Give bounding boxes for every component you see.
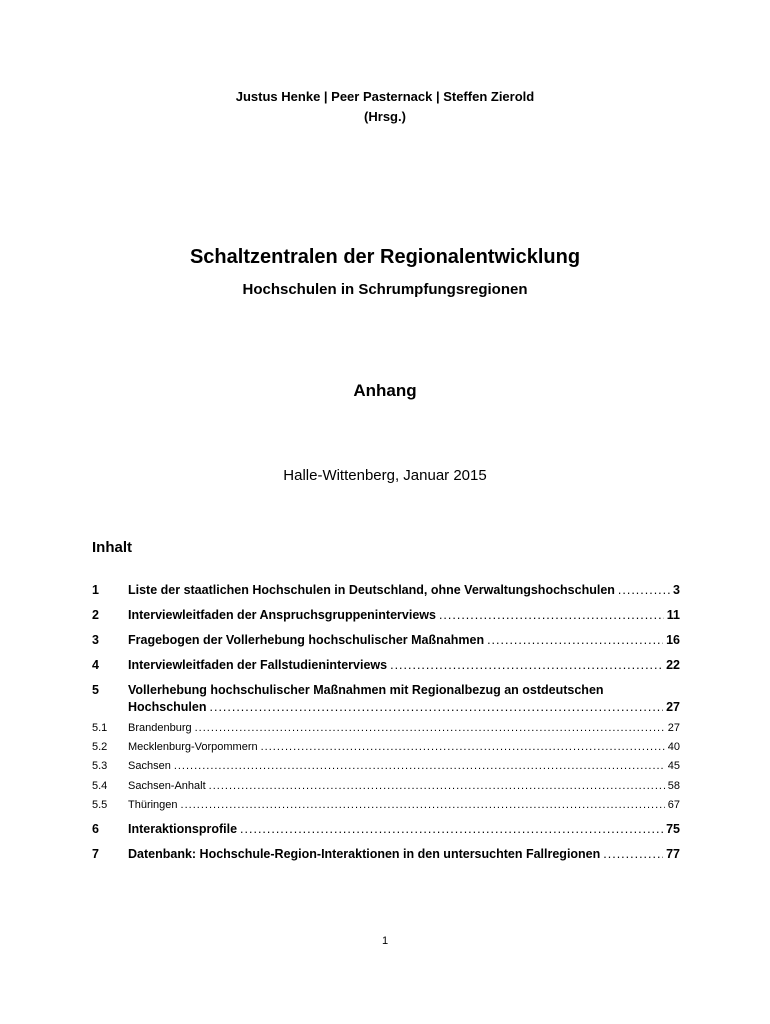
- toc-label: Interaktionsprofile: [128, 822, 238, 836]
- toc-leader: [487, 633, 663, 647]
- toc-page: 75: [666, 822, 680, 836]
- toc-page: 58: [667, 780, 680, 792]
- toc-page: 45: [667, 760, 680, 772]
- toc-label: Sachsen-Anhalt: [128, 780, 206, 792]
- toc-number: 5.5: [92, 799, 108, 811]
- toc-label: Interviewleitfaden der Anspruchsgruppeninterviews: [128, 608, 436, 622]
- toc-page: 77: [666, 847, 680, 861]
- toc-entry-7[interactable]: [92, 847, 680, 861]
- toc-entry-5-4[interactable]: [92, 780, 680, 792]
- appendix-title: Anhang: [353, 381, 417, 400]
- toc-number: 6: [92, 822, 99, 836]
- toc-number: 5: [92, 683, 99, 697]
- toc-number: 5.4: [92, 780, 108, 792]
- toc-leader: [174, 760, 665, 772]
- toc-page: 16: [666, 633, 680, 647]
- toc-entry-5[interactable]: [92, 683, 680, 719]
- toc-label: Brandenburg: [128, 722, 192, 734]
- toc-label: Vollerhebung hochschulischer Maßnahmen mit Regionalbezug an ostdeutschen: [128, 683, 604, 697]
- toc-number: 7: [92, 847, 99, 861]
- toc-entry-5-1[interactable]: [92, 722, 680, 734]
- toc-leader: [210, 700, 664, 714]
- toc-label: Datenbank: Hochschule-Region-Interaktionen in den untersuchten Fallregionen: [128, 847, 601, 861]
- toc-page: 27: [666, 700, 680, 714]
- toc-label-line2: Hochschulen: [128, 700, 207, 714]
- toc-leader: [209, 780, 665, 792]
- toc-number: 5.2: [92, 741, 108, 753]
- toc-number: 1: [92, 583, 99, 597]
- toc-leader: [195, 722, 665, 734]
- toc-leader: [603, 847, 663, 861]
- toc-page: 27: [667, 722, 680, 734]
- toc-page: 67: [667, 799, 680, 811]
- toc-entry-4[interactable]: [92, 658, 680, 672]
- editors-block: [0, 87, 770, 127]
- place-date: Halle-Wittenberg, Januar 2015: [283, 467, 487, 484]
- document-title: Schaltzentralen der Regionalentwicklung: [189, 246, 581, 268]
- toc-number: 5.1: [92, 722, 108, 734]
- toc-leader: [618, 583, 670, 597]
- toc-label: Interviewleitfaden der Fallstudieninterviews: [128, 658, 388, 672]
- page-number: 1: [381, 935, 389, 947]
- toc-entry-6[interactable]: [92, 822, 680, 836]
- toc-label: Liste der staatlichen Hochschulen in Deutschland, ohne Verwaltungshochschulen: [128, 583, 615, 597]
- document-subtitle: Hochschulen in Schrumpfungsregionen: [242, 281, 528, 298]
- toc-entry-2[interactable]: [92, 608, 680, 622]
- toc-number: 5.3: [92, 760, 108, 772]
- toc-page: 3: [673, 583, 680, 597]
- toc-leader: [390, 658, 663, 672]
- toc-label: Mecklenburg-Vorpommern: [128, 741, 258, 753]
- toc-leader: [439, 608, 664, 622]
- toc-page: 11: [666, 608, 680, 622]
- toc-label: Fragebogen der Vollerhebung hochschulischer Maßnahmen: [128, 633, 485, 647]
- toc-page: 40: [667, 741, 680, 753]
- toc-leader: [181, 799, 665, 811]
- toc-entry-1[interactable]: [92, 583, 680, 597]
- toc-label-continued: [128, 700, 680, 714]
- editor-role: (Hrsg.): [364, 109, 406, 124]
- toc-heading: Inhalt: [92, 539, 132, 556]
- toc-entry-3[interactable]: [92, 633, 680, 647]
- editor-names: Justus Henke | Peer Pasternack | Steffen Zierold: [235, 89, 535, 104]
- toc-entry-5-2[interactable]: [92, 741, 680, 753]
- toc-leader: [240, 822, 663, 836]
- toc-leader: [261, 741, 665, 753]
- toc-page: 22: [666, 658, 680, 672]
- toc-label: Thüringen: [128, 799, 178, 811]
- toc-entry-5-5[interactable]: [92, 799, 680, 811]
- toc-entry-5-3[interactable]: [92, 760, 680, 772]
- toc-label: Sachsen: [128, 760, 171, 772]
- toc-number: 2: [92, 608, 99, 622]
- toc-number: 3: [92, 633, 99, 647]
- toc-number: 4: [92, 658, 99, 672]
